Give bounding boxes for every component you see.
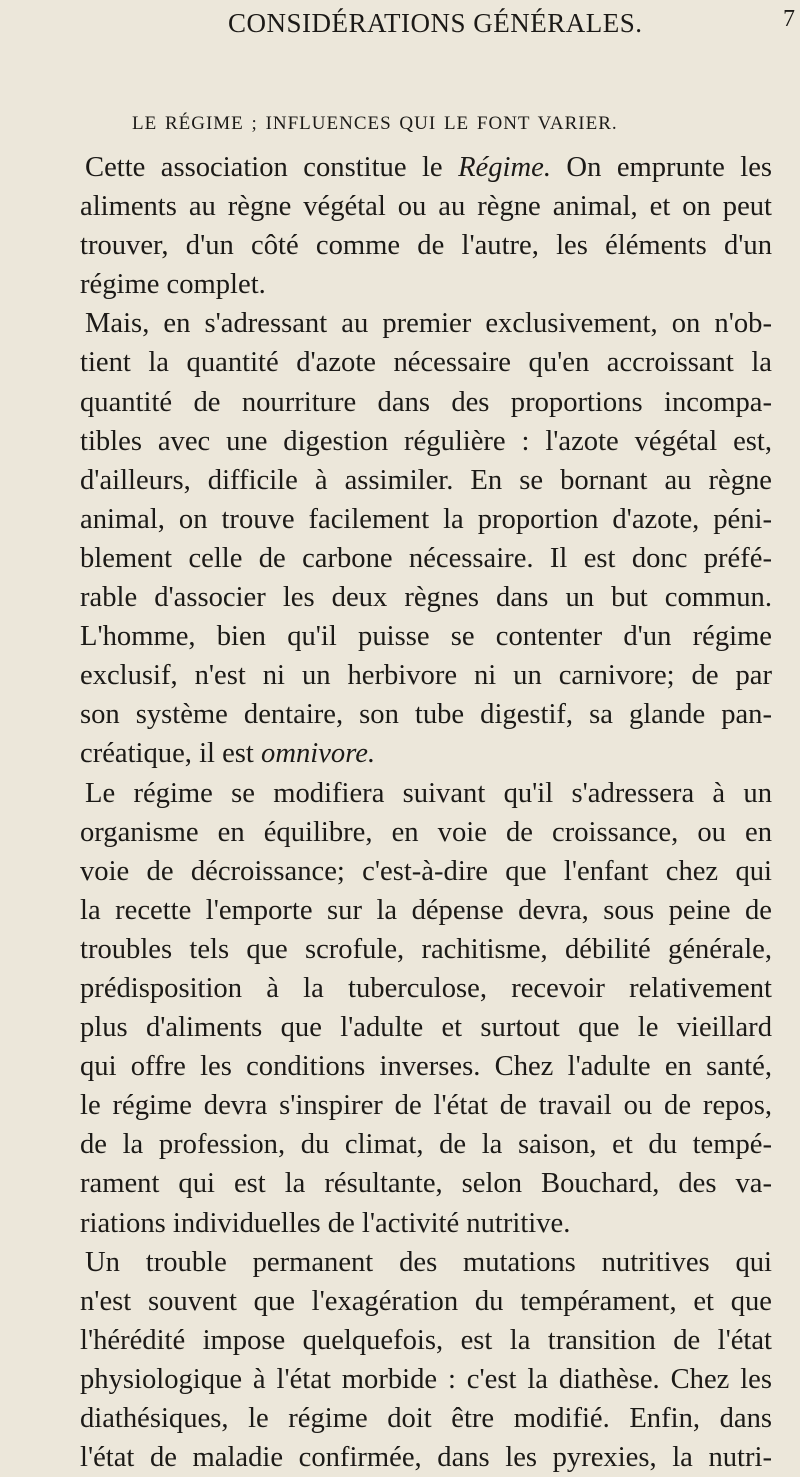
text-line: physiologique à l'état morbide : c'est la diathèse. Chez les (80, 1363, 772, 1395)
text-line: le régime devra s'inspirer de l'état de travail ou de repos, (80, 1090, 772, 1122)
text-line: quantité de nourriture dans des proportions incompa- (80, 386, 772, 418)
text-line: riations individuelles de l'activité nutritive. (80, 1207, 571, 1239)
emphasis: Régime. (458, 152, 551, 183)
text-line: n'est souvent que l'exagération du tempérament, et que (80, 1285, 772, 1317)
text-line: Cette association constitue le Régime. On emprunte les (85, 152, 773, 183)
text-line: tibles avec une digestion régulière : l'azote végétal est, (80, 425, 772, 457)
text-line: Mais, en s'adressant au premier exclusivement, on n'ob- (85, 308, 772, 340)
text-line: régime complet. (80, 269, 266, 301)
text-line: organisme en équilibre, en voie de croissance, ou en (80, 816, 772, 848)
page-number: 7 (783, 6, 795, 32)
emphasis: omnivore. (261, 738, 376, 770)
text-line: son système dentaire, son tube digestif, sa glande pan- (80, 699, 772, 731)
text-line: voie de décroissance; c'est-à-dire que l'enfant chez qui (80, 855, 772, 887)
text-line: Le régime se modifiera suivant qu'il s'adressera à un (85, 777, 772, 809)
running-title: CONSIDÉRATIONS GÉNÉRALES. (228, 8, 643, 38)
text-line: exclusif, n'est ni un herbivore ni un carnivore; de par (80, 660, 772, 692)
text-line: d'ailleurs, difficile à assimiler. En se bornant au règne (80, 464, 772, 496)
text-line: animal, on trouve facilement la proportion d'azote, péni- (80, 503, 772, 535)
text-line: plus d'aliments que l'adulte et surtout que le vieillard (80, 1012, 772, 1044)
text-line: trouver, d'un côté comme de l'autre, les éléments d'un (80, 230, 772, 262)
text-line: créatique, il est omnivore. (80, 738, 376, 770)
text-line: de la profession, du climat, de la saison, et du tempé- (80, 1129, 772, 1161)
text-line: prédisposition à la tuberculose, recevoir relativement (80, 972, 772, 1004)
text-line: rament qui est la résultante, selon Bouchard, des va- (80, 1168, 772, 1200)
text-line: blement celle de carbone nécessaire. Il est donc préfé- (80, 542, 772, 574)
text-line: l'hérédité impose quelquefois, est la transition de l'état (80, 1324, 772, 1356)
text-line: diathésiques, le régime doit être modifié. Enfin, dans (80, 1403, 772, 1434)
text-line: tient la quantité d'azote nécessaire qu'en accroissant la (80, 347, 772, 379)
text-line: rable d'associer les deux règnes dans un but commun. (80, 582, 772, 614)
text-line: l'état de maladie confirmée, dans les pyrexies, la nutri- (80, 1442, 772, 1474)
body-text (80, 148, 772, 1477)
text-line: L'homme, bien qu'il puisse se contenter d'un régime (80, 621, 772, 653)
text-line: aliments au règne végétal ou au règne animal, et on peut (80, 191, 772, 223)
text-line: la recette l'emporte sur la dépense devra, sous peine de (80, 894, 772, 926)
section-title: LE RÉGIME ; INFLUENCES QUI LE FONT VARIER. (132, 113, 618, 134)
text-line: qui offre les conditions inverses. Chez l'adulte en santé, (80, 1051, 772, 1083)
text-line: troubles tels que scrofule, rachitisme, débilité générale, (80, 933, 772, 965)
text-line: Un trouble permanent des mutations nutritives qui (85, 1246, 772, 1278)
